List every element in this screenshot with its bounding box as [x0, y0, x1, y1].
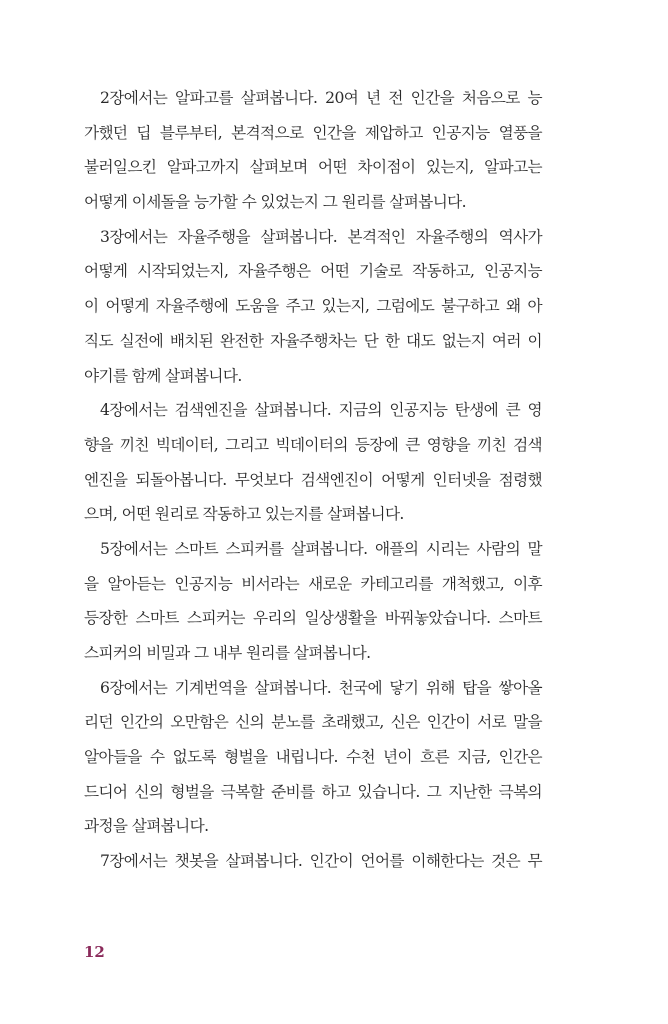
text-line: 이 어떻게 자율주행에 도움을 주고 있는지, 그럼에도 불구하고 왜 아 [84, 297, 542, 316]
text-line: 을 알아듣는 인공지능 비서라는 새로운 카테고리를 개척했고, 이후 [84, 574, 542, 593]
text-line: 3장에서는 자율주행을 살펴봅니다. 본격적인 자율주행의 역사가 [100, 227, 542, 246]
text-line: 7장에서는 챗봇을 살펴봅니다. 인간이 언어를 이해한다는 것은 무 [100, 852, 542, 871]
paragraph-chapter-7 [84, 844, 542, 879]
text-line: 2장에서는 알파고를 살펴봅니다. 20여 년 전 인간을 처음으로 능 [100, 89, 542, 107]
text-line: 가했던 딥 블루부터, 본격적으로 인간을 제압하고 인공지능 열풍을 [84, 123, 542, 142]
text-line: 알아들을 수 없도록 형벌을 내립니다. 수천 년이 흐른 지금, 인간은 [84, 748, 542, 767]
text-line: 어떻게 시작되었는지, 자율주행은 어떤 기술로 작동하고, 인공지능 [84, 262, 542, 281]
text-line: 과정을 살펴봅니다. [84, 817, 209, 836]
paragraph-chapter-2 [84, 81, 542, 220]
text-line: 등장한 스마트 스피커는 우리의 일상생활을 바꿔놓았습니다. 스마트 [84, 609, 542, 628]
page-body [84, 81, 542, 879]
text-line: 리던 인간의 오만함은 신의 분노를 초래했고, 신은 인간이 서로 말을 [84, 713, 542, 732]
text-line: 드디어 신의 형벌을 극복할 준비를 하고 있습니다. 그 지난한 극복의 [84, 782, 542, 801]
text-line: 불러일으킨 알파고까지 살펴보며 어떤 차이점이 있는지, 알파고는 [84, 158, 542, 177]
text-line: 향을 끼친 빅데이터, 그리고 빅데이터의 등장에 큰 영향을 끼친 검색 [84, 435, 542, 454]
paragraph-chapter-4 [84, 393, 542, 532]
text-line: 4장에서는 검색엔진을 살펴봅니다. 지금의 인공지능 탄생에 큰 영 [100, 401, 542, 420]
paragraph-chapter-3 [84, 220, 542, 393]
text-line: 어떻게 이세돌을 능가할 수 있었는지 그 원리를 살펴봅니다. [84, 193, 466, 212]
paragraph-chapter-5 [84, 532, 542, 671]
text-line: 으며, 어떤 원리로 작동하고 있는지를 살펴봅니다. [84, 505, 404, 524]
page-number: 12 [84, 943, 105, 961]
text-line: 직도 실전에 배치된 완전한 자율주행차는 단 한 대도 없는지 여러 이 [84, 331, 542, 350]
paragraph-chapter-6 [84, 671, 542, 844]
text-line: 야기를 함께 살펴봅니다. [84, 366, 242, 385]
text-line: 5장에서는 스마트 스피커를 살펴봅니다. 애플의 시리는 사람의 말 [100, 539, 542, 558]
text-line: 6장에서는 기계번역을 살펴봅니다. 천국에 닿기 위해 탑을 쌓아올 [100, 678, 542, 697]
text-line: 스피커의 비밀과 그 내부 원리를 살펴봅니다. [84, 644, 371, 662]
text-line: 엔진을 되돌아봅니다. 무엇보다 검색엔진이 어떻게 인터넷을 점령했 [84, 470, 542, 489]
